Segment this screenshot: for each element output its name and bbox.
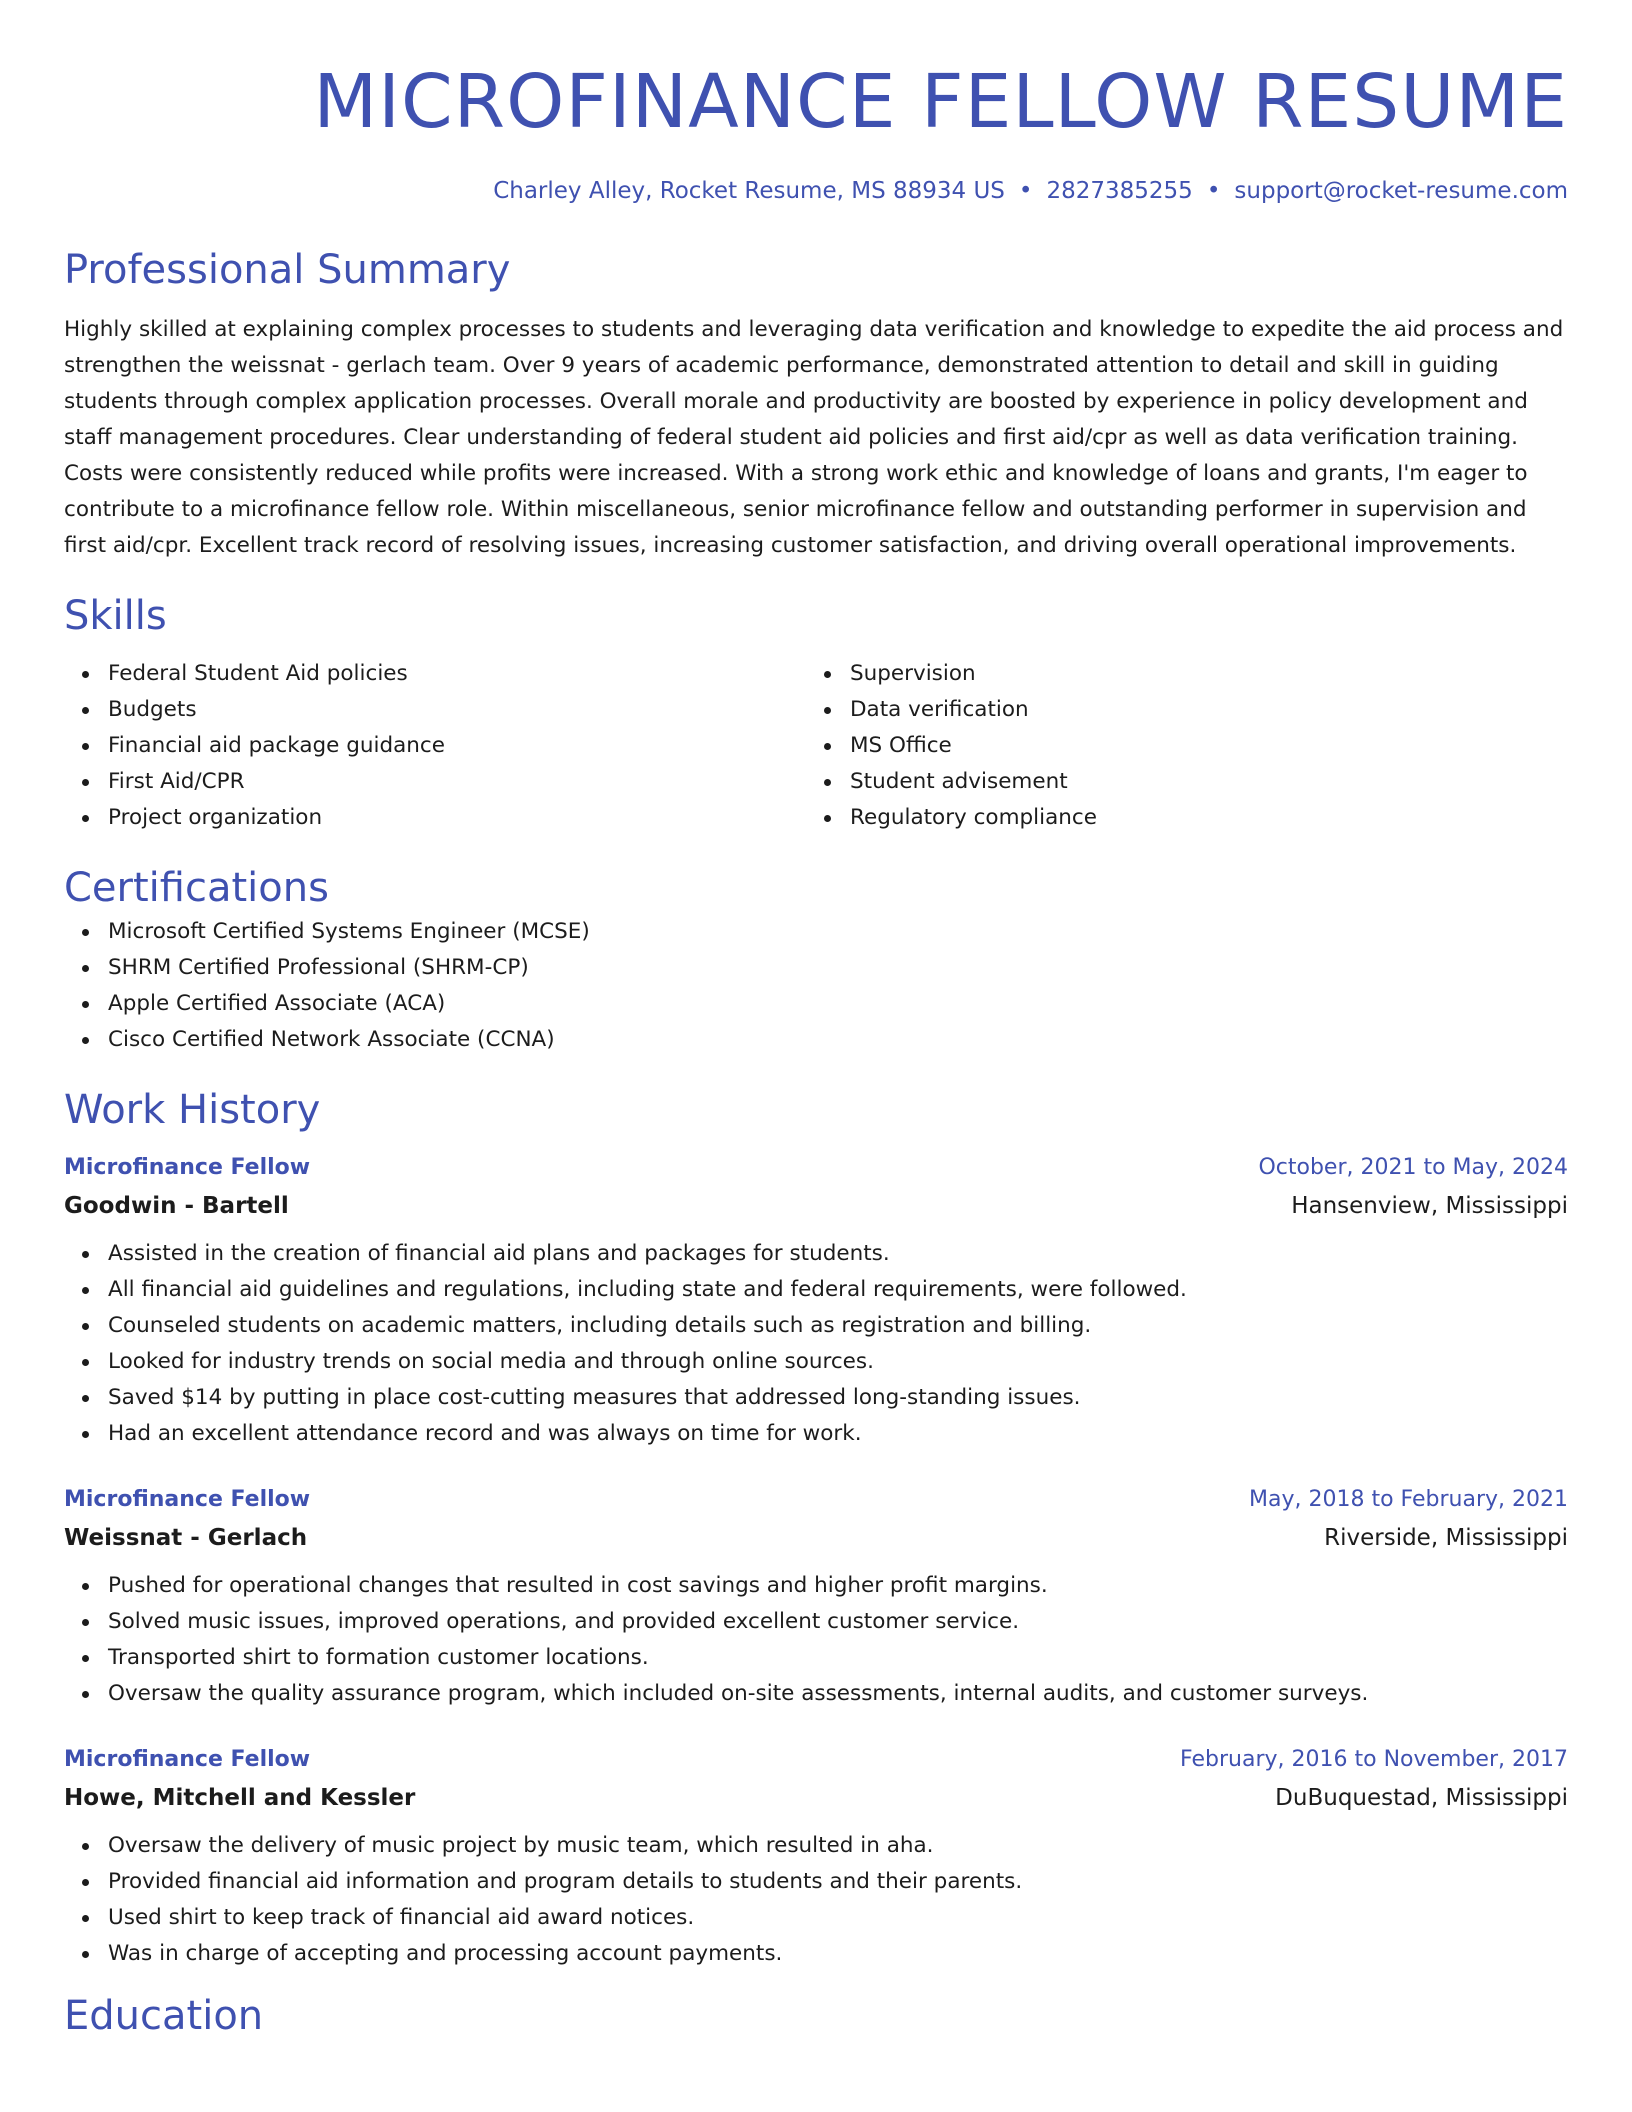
job-header-row [64, 1150, 1568, 1186]
job-company-row [64, 1778, 1568, 1818]
contact-email: support@rocket-resume.com [1234, 178, 1568, 204]
resume-title: MICROFINANCE FELLOW RESUME [313, 59, 1568, 145]
job-entry [64, 1742, 1568, 1972]
certification-item: Microsoft Certified Systems Engineer (MCSE) [108, 914, 1568, 950]
certification-item: SHRM Certified Professional (SHRM-CP) [108, 950, 1568, 986]
contact-separator: • [1206, 178, 1221, 204]
job-dates: May, 2018 to February, 2021 [1249, 1487, 1568, 1512]
job-role: Microfinance Fellow [64, 1487, 311, 1512]
job-bullet: Transported shirt to formation customer locations. [108, 1640, 1568, 1676]
job-bullet: Looked for industry trends on social media and through online sources. [108, 1344, 1568, 1380]
skill-item: MS Office [850, 728, 1548, 764]
job-bullets [64, 1828, 1568, 1972]
contact-address: Charley Alley, Rocket Resume, MS 88934 US [493, 178, 1005, 204]
skills-column-right [806, 656, 1548, 836]
job-company-row [64, 1518, 1568, 1558]
job-company-row [64, 1186, 1568, 1226]
work-history-heading: Work History [64, 1087, 321, 1133]
contact-phone: 2827385255 [1046, 178, 1193, 204]
contact-separator: • [1018, 178, 1033, 204]
skill-item: Budgets [108, 692, 806, 728]
job-bullet: Assisted in the creation of financial aid plans and packages for students. [108, 1236, 1568, 1272]
job-header-row [64, 1482, 1568, 1518]
job-bullet: Solved music issues, improved operations, and provided excellent customer service. [108, 1604, 1568, 1640]
skill-item: Federal Student Aid policies [108, 656, 806, 692]
job-bullet: Used shirt to keep track of financial aid award notices. [108, 1900, 1568, 1936]
summary-section [64, 244, 1568, 564]
skill-item: Student advisement [850, 764, 1548, 800]
certifications-section [64, 862, 1568, 1058]
education-section [64, 1990, 1568, 2042]
job-bullet: Provided financial aid information and program details to students and their parents. [108, 1864, 1568, 1900]
job-dates: February, 2016 to November, 2017 [1180, 1747, 1568, 1772]
job-role: Microfinance Fellow [64, 1155, 311, 1180]
skill-item: Regulatory compliance [850, 800, 1548, 836]
skills-grid [64, 656, 1568, 836]
skills-section [64, 590, 1568, 836]
summary-text: Highly skilled at explaining complex processes to students and leveraging data verification and knowledge to expedite the aid process and strengthen the weissnat - gerlach team. Over 9 years of academic performance, demonstrated attention to detail and skill in guiding students through complex application processes. Overall morale and productivity are boosted by experience in policy development and staff management procedures. Clear understanding of federal student aid policies and first aid/cpr as well as data verification training. Costs were consistently reduced while profits were increased. With a strong work ethic and knowledge of loans and grants, I'm eager to contribute to a microfinance fellow role. Within miscellaneous, senior microfinance fellow and outstanding performer in supervision and first aid/cpr. Excellent track record of resolving issues, increasing customer satisfaction, and driving overall operational improvements. [64, 317, 1564, 558]
skills-column-left [64, 656, 806, 836]
job-location: DuBuquestad, Mississippi [1275, 1785, 1568, 1811]
job-bullets [64, 1568, 1568, 1712]
job-bullet: All financial aid guidelines and regulations, including state and federal requirements, were followed. [108, 1272, 1568, 1308]
job-dates: October, 2021 to May, 2024 [1258, 1155, 1568, 1180]
job-location: Hansenview, Mississippi [1291, 1193, 1568, 1219]
job-entry [64, 1482, 1568, 1712]
job-bullet: Was in charge of accepting and processing account payments. [108, 1936, 1568, 1972]
skill-item: Financial aid package guidance [108, 728, 806, 764]
certification-item: Apple Certified Associate (ACA) [108, 986, 1568, 1022]
certification-item: Cisco Certified Network Associate (CCNA) [108, 1022, 1568, 1058]
job-bullets [64, 1236, 1568, 1452]
job-bullet: Oversaw the quality assurance program, which included on-site assessments, internal audits, and customer surveys. [108, 1676, 1568, 1712]
job-location: Riverside, Mississippi [1324, 1525, 1568, 1551]
skills-list-left [64, 656, 806, 836]
job-header-row [64, 1742, 1568, 1778]
job-bullet: Oversaw the delivery of music project by music team, which resulted in aha. [108, 1828, 1568, 1864]
skill-item: Data verification [850, 692, 1548, 728]
certifications-list [64, 914, 1568, 1058]
job-bullet: Counseled students on academic matters, including details such as registration and billing. [108, 1308, 1568, 1344]
skill-item: First Aid/CPR [108, 764, 806, 800]
job-role: Microfinance Fellow [64, 1747, 311, 1772]
job-bullet: Pushed for operational changes that resulted in cost savings and higher profit margins. [108, 1568, 1568, 1604]
skills-list-right [806, 656, 1548, 836]
skill-item: Supervision [850, 656, 1548, 692]
job-company: Weissnat - Gerlach [64, 1525, 308, 1551]
job-bullet: Saved $14 by putting in place cost-cutting measures that addressed long-standing issues. [108, 1380, 1568, 1416]
job-bullet: Had an excellent attendance record and was always on time for work. [108, 1416, 1568, 1452]
education-heading: Education [64, 1993, 264, 2039]
summary-heading: Professional Summary [64, 247, 511, 293]
job-entry [64, 1150, 1568, 1452]
skill-item: Project organization [108, 800, 806, 836]
skills-heading: Skills [64, 593, 167, 639]
job-company: Goodwin - Bartell [64, 1193, 289, 1219]
work-history-section [64, 1084, 1568, 1972]
resume-header [64, 56, 1568, 206]
contact-line [64, 176, 1568, 206]
certifications-heading: Certifications [64, 865, 329, 911]
job-company: Howe, Mitchell and Kessler [64, 1785, 416, 1811]
